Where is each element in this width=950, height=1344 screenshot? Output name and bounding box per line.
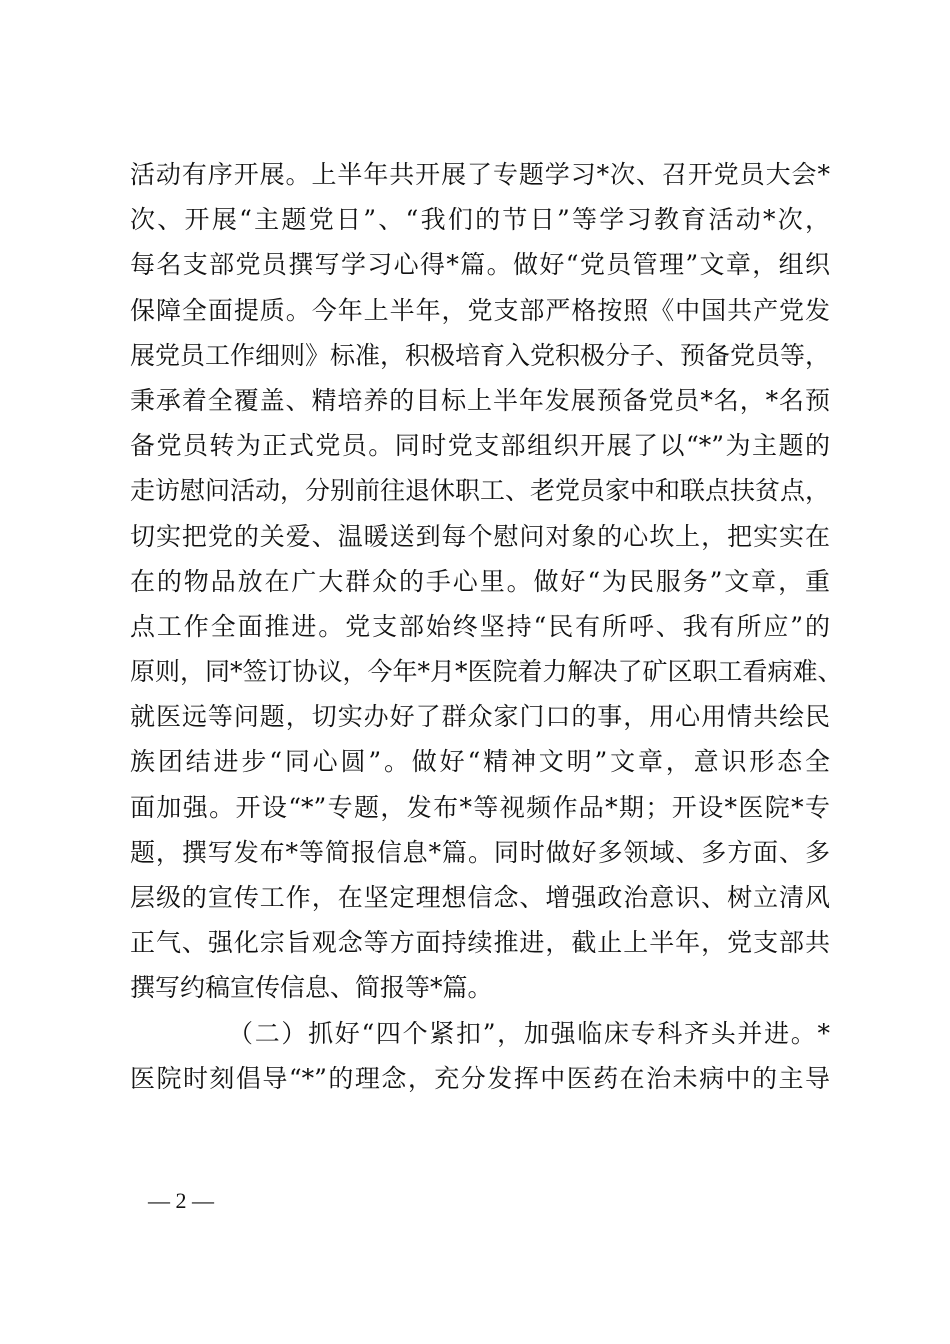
text-line: 撰写约稿宣传信息、简报等*篇。 bbox=[130, 973, 493, 1003]
text-line: 切实把党的关爱、温暖送到每个慰问对象的心坎上，把实实在 bbox=[130, 521, 830, 551]
text-line: 就医远等问题，切实办好了群众家门口的事，用心用情共绘民 bbox=[130, 702, 830, 732]
section-heading-line: （二）抓好“四个紧扣”，加强临床专科齐头并进。* bbox=[228, 1018, 830, 1048]
text-line: 活动有序开展。上半年共开展了专题学习*次、召开党员大会* bbox=[130, 160, 830, 189]
page-number: — 2 — bbox=[148, 1188, 214, 1213]
text-line: 点工作全面推进。党支部始终坚持“民有所呼、我有所应”的 bbox=[130, 611, 830, 641]
text-line: 层级的宣传工作，在坚定理想信念、增强政治意识、树立清风 bbox=[130, 883, 830, 912]
text-line: 面加强。开设“*”专题，发布*等视频作品*期；开设*医院*专 bbox=[130, 792, 830, 822]
text-line: 走访慰问活动，分别前往退休职工、老党员家中和联点扶贫点， bbox=[130, 476, 831, 506]
text-line: 正气、强化宗旨观念等方面持续推进，截止上半年，党支部共 bbox=[130, 928, 830, 958]
text-line: 次、开展“主题党日”、“我们的节日”等学习教育活动*次， bbox=[130, 205, 830, 235]
text-line: 题，撰写发布*等简报信息*篇。同时做好多领域、多方面、多 bbox=[130, 837, 830, 867]
text-line: 展党员工作细则》标准，积极培育入党积极分子、预备党员等， bbox=[130, 340, 831, 370]
text-line: 秉承着全覆盖、精培养的目标上半年发展预备党员*名，*名预 bbox=[130, 385, 830, 415]
text-line: 备党员转为正式党员。同时党支部组织开展了以“*”为主题的 bbox=[130, 431, 830, 461]
text-line: 在的物品放在广大群众的手心里。做好“为民服务”文章，重 bbox=[130, 566, 830, 596]
text-line: 族团结进步“同心圆”。做好“精神文明”文章，意识形态全 bbox=[130, 747, 830, 777]
text-line: 保障全面提质。今年上半年，党支部严格按照《中国共产党发 bbox=[130, 295, 830, 325]
body-text bbox=[130, 152, 843, 1101]
text-line: 原则，同*签订协议，今年*月*医院着力解决了矿区职工看病难、 bbox=[130, 657, 843, 687]
text-line: 每名支部党员撰写学习心得*篇。做好“党员管理”文章，组织 bbox=[130, 250, 830, 280]
text-line: 医院时刻倡导“*”的理念，充分发挥中医药在治未病中的主导 bbox=[130, 1063, 830, 1093]
